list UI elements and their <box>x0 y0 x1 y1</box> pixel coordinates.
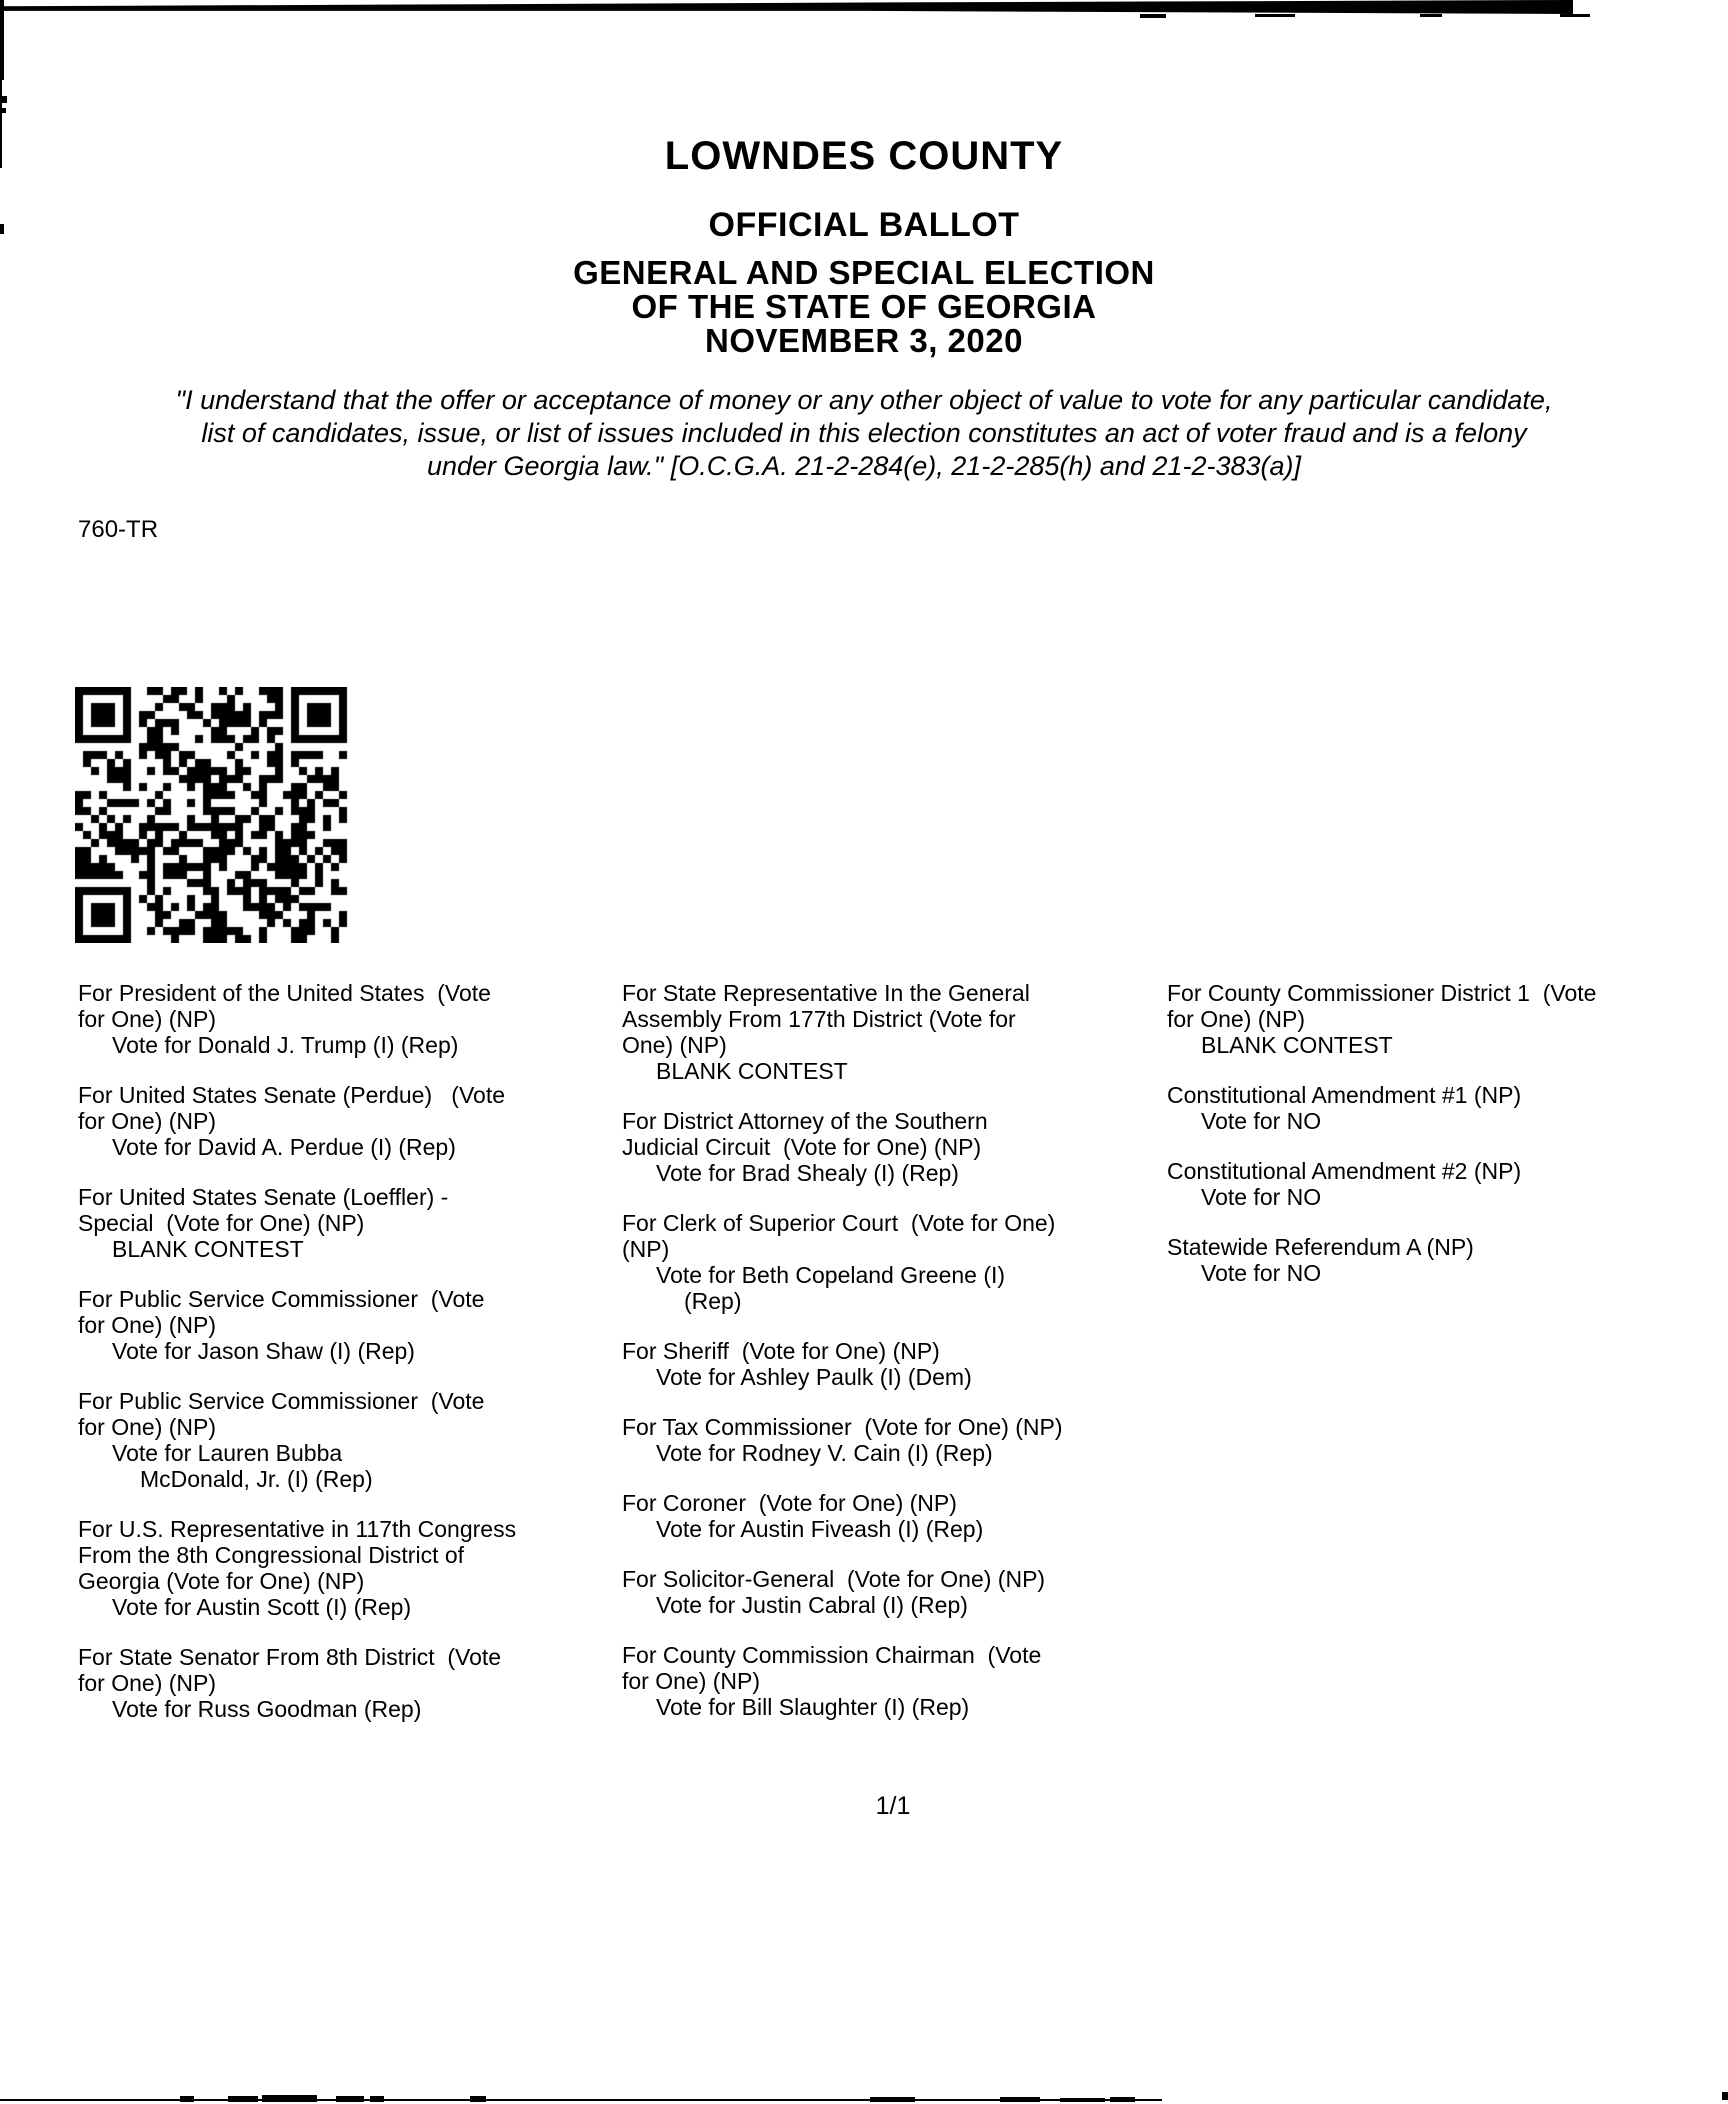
vote-selection-line: BLANK CONTEST <box>656 1058 848 1084</box>
scan-artifact-bottom-dash <box>1110 2097 1135 2102</box>
contest-title-line: Judicial Circuit (Vote for One) (NP) <box>622 1134 982 1160</box>
county-title: LOWNDES COUNTY <box>664 134 1064 178</box>
contest-title-line: Constitutional Amendment #2 (NP) <box>1167 1158 1522 1184</box>
scan-artifact-bottom-dash <box>180 2096 194 2102</box>
contest-title-line: for One) (NP) <box>78 1414 217 1440</box>
vote-selection-line: Vote for Justin Cabral (I) (Rep) <box>656 1592 968 1618</box>
contest-title-line: For United States Senate (Loeffler) - <box>78 1184 449 1210</box>
contest <box>622 1490 1167 1542</box>
vote-selection-line: Vote for Bill Slaughter (I) (Rep) <box>656 1694 970 1720</box>
contest-title-line: For Tax Commissioner (Vote for One) (NP) <box>622 1414 1063 1440</box>
scan-artifact-bottom-dash <box>336 2096 364 2102</box>
ballot-column-3 <box>1167 980 1728 1310</box>
contest <box>1167 1158 1728 1210</box>
election-title <box>0 256 1728 358</box>
vote-selection-line: Vote for Austin Fiveash (I) (Rep) <box>656 1516 984 1542</box>
scan-artifact-left-bar <box>0 0 4 80</box>
contest-title-line: For Solicitor-General (Vote for One) (NP) <box>622 1566 1046 1592</box>
vote-selection-line: Vote for Brad Shealy (I) (Rep) <box>656 1160 959 1186</box>
ballot-type-title: OFFICIAL BALLOT <box>708 206 1020 244</box>
contest-title-line: For State Representative In the General <box>622 980 1030 1006</box>
contest <box>1167 980 1728 1058</box>
scan-artifact-bottom-dash <box>470 2096 486 2102</box>
contest-title-line: For U.S. Representative in 117th Congress <box>78 1516 517 1542</box>
contest <box>78 1184 622 1262</box>
scan-artifact-top-dash <box>1140 14 1166 18</box>
vote-selection-line: Vote for Beth Copeland Greene (I) <box>656 1262 1006 1288</box>
contest-title-line: From the 8th Congressional District of <box>78 1542 465 1568</box>
contest <box>78 1082 622 1160</box>
contest-title-line: For Sheriff (Vote for One) (NP) <box>622 1338 940 1364</box>
contest-title-line: Special (Vote for One) (NP) <box>78 1210 365 1236</box>
scan-artifact-top-dash <box>1255 14 1295 17</box>
contest-title-line: (NP) <box>622 1236 670 1262</box>
contest <box>78 1516 622 1620</box>
contest-title-line: For Public Service Commissioner (Vote <box>78 1388 485 1414</box>
election-title-line: OF THE STATE OF GEORGIA <box>631 288 1097 325</box>
contest-title-line: Assembly From 177th District (Vote for <box>622 1006 1016 1032</box>
vote-selection-line: BLANK CONTEST <box>112 1236 304 1262</box>
scan-artifact-corner-tick <box>1722 2092 1728 2100</box>
contest-title-line: Statewide Referendum A (NP) <box>1167 1234 1474 1260</box>
scan-artifact-bottom-dash <box>370 2096 384 2102</box>
vote-selection-line: Vote for Jason Shaw (I) (Rep) <box>112 1338 415 1364</box>
election-date: NOVEMBER 3, 2020 <box>705 322 1023 359</box>
contest-title-line: For Coroner (Vote for One) (NP) <box>622 1490 957 1516</box>
scan-artifact-bottom-dash <box>870 2097 915 2102</box>
contest-columns <box>78 980 1728 1746</box>
vote-selection-line: Vote for Austin Scott (I) (Rep) <box>112 1594 412 1620</box>
contest-title-line: For United States Senate (Perdue) (Vote <box>78 1082 506 1108</box>
contest-title-line: For Clerk of Superior Court (Vote for One) <box>622 1210 1056 1236</box>
contest-title-line: For District Attorney of the Southern <box>622 1108 988 1134</box>
vote-selection-line: BLANK CONTEST <box>1201 1032 1393 1058</box>
contest-title-line: One) (NP) <box>622 1032 727 1058</box>
election-title-line: GENERAL AND SPECIAL ELECTION <box>573 254 1155 291</box>
contest <box>622 1414 1167 1466</box>
scan-artifact-bottom-dash <box>1000 2097 1040 2102</box>
contest-title-line: for One) (NP) <box>622 1668 761 1694</box>
contest <box>78 1388 622 1492</box>
scan-artifact-bottom-dash <box>262 2095 317 2102</box>
contest-title-line: For Public Service Commissioner (Vote <box>78 1286 485 1312</box>
contest <box>622 1108 1167 1186</box>
ballot-style-code: 760-TR <box>78 516 159 543</box>
contest-title-line: Constitutional Amendment #1 (NP) <box>1167 1082 1522 1108</box>
ballot-column-2 <box>622 980 1167 1744</box>
disclaimer-line: "I understand that the offer or acceptance of money or any other object of value to vote for any particular candidate, <box>175 385 1553 415</box>
contest-title-line: for One) (NP) <box>78 1312 217 1338</box>
contest-title-line: Georgia (Vote for One) (NP) <box>78 1568 365 1594</box>
contest <box>1167 1082 1728 1134</box>
vote-selection-line: McDonald, Jr. (I) (Rep) <box>140 1466 373 1492</box>
scan-artifact-top-dash <box>1560 14 1590 17</box>
qr-code <box>75 687 351 943</box>
scan-artifact-bottom-dash <box>1060 2098 1105 2102</box>
scan-artifact-left-tick <box>2 96 7 103</box>
contest <box>622 1642 1167 1720</box>
vote-selection-line: Vote for Donald J. Trump (I) (Rep) <box>112 1032 459 1058</box>
vote-selection-line: Vote for NO <box>1201 1184 1322 1210</box>
contest-title-line: for One) (NP) <box>1167 1006 1306 1032</box>
page-number: 1/1 <box>875 1792 911 1820</box>
vote-selection-line: Vote for Lauren Bubba <box>112 1440 343 1466</box>
contest-title-line: for One) (NP) <box>78 1670 217 1696</box>
contest <box>622 1566 1167 1618</box>
contest-title-line: For County Commissioner District 1 (Vote <box>1167 980 1597 1006</box>
contest-title-line: For State Senator From 8th District (Vote <box>78 1644 502 1670</box>
vote-selection-line: (Rep) <box>684 1288 742 1314</box>
contest <box>622 980 1167 1084</box>
contest <box>78 980 622 1058</box>
vote-selection-line: Vote for NO <box>1201 1108 1322 1134</box>
scan-artifact-left-tick <box>2 108 6 113</box>
scan-artifact-top-dash <box>1420 14 1442 17</box>
contest <box>78 1286 622 1364</box>
ballot-column-1 <box>78 980 622 1746</box>
contest <box>1167 1234 1728 1286</box>
disclaimer-line: list of candidates, issue, or list of issues included in this election constitutes an act of voter fraud and is a felony <box>201 418 1527 448</box>
contest-title-line: for One) (NP) <box>78 1006 217 1032</box>
contest <box>622 1210 1167 1314</box>
voter-fraud-disclaimer <box>44 384 1684 483</box>
vote-selection-line: Vote for NO <box>1201 1260 1322 1286</box>
contest-title-line: for One) (NP) <box>78 1108 217 1134</box>
scan-artifact-bottom-dash <box>228 2096 258 2102</box>
vote-selection-line: Vote for David A. Perdue (I) (Rep) <box>112 1134 456 1160</box>
scan-artifact-top-edge <box>0 0 1573 14</box>
disclaimer-line: under Georgia law." [O.C.G.A. 21-2-284(e), 21-2-285(h) and 21-2-383(a)] <box>426 451 1302 481</box>
contest-title-line: For County Commission Chairman (Vote <box>622 1642 1042 1668</box>
scan-artifact-bottom-line <box>0 2099 1162 2101</box>
vote-selection-line: Vote for Russ Goodman (Rep) <box>112 1696 422 1722</box>
vote-selection-line: Vote for Ashley Paulk (I) (Dem) <box>656 1364 972 1390</box>
contest <box>622 1338 1167 1390</box>
contest-title-line: For President of the United States (Vote <box>78 980 491 1006</box>
vote-selection-line: Vote for Rodney V. Cain (I) (Rep) <box>656 1440 993 1466</box>
contest <box>78 1644 622 1722</box>
